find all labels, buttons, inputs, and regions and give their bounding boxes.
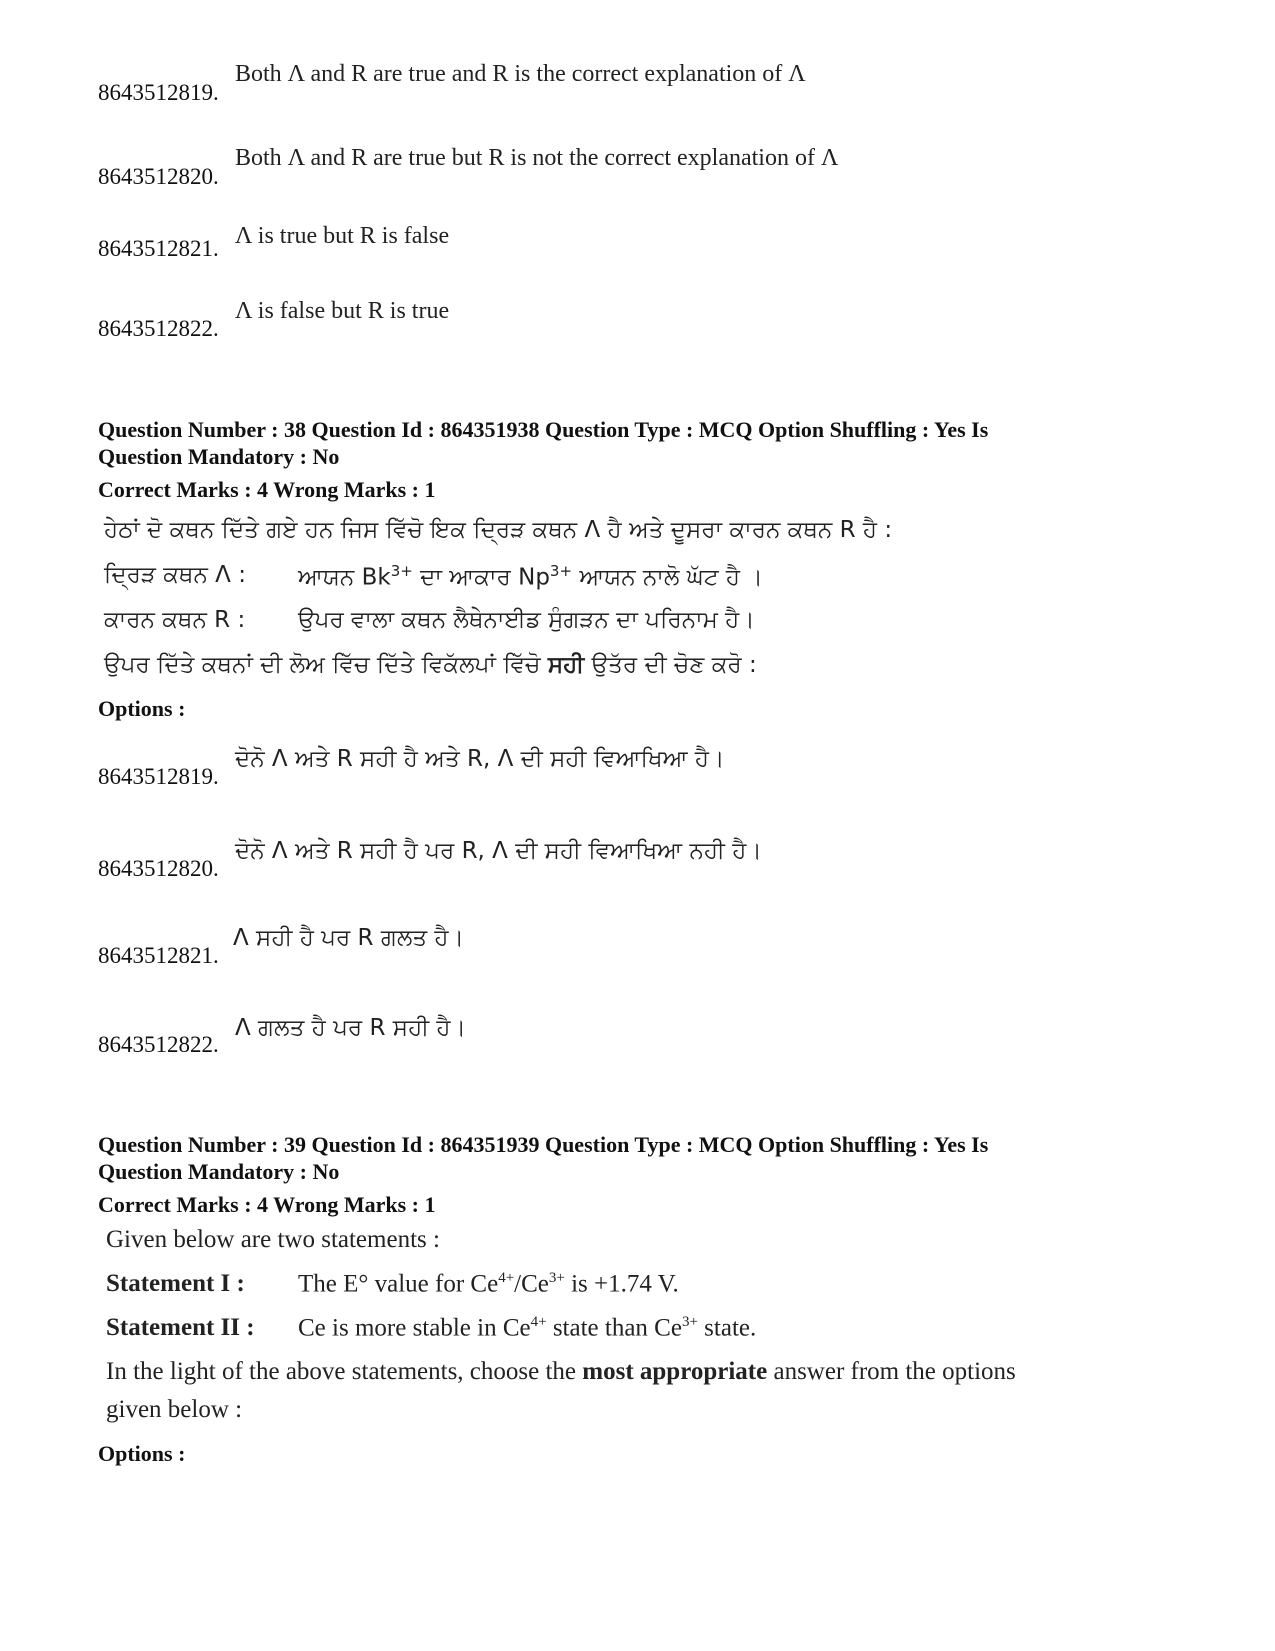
option-id: 8643512819. — [98, 80, 219, 105]
options-label: Options : — [98, 1441, 186, 1466]
option-text: Λ ਗਲਤ ਹੈ ਪਰ R ਸਹੀ ਹੈ। — [235, 1015, 467, 1041]
option-text: Both Λ and R are true and R is the correct explanation of Λ — [235, 61, 806, 87]
question-header: Question Mandatory : No — [98, 444, 340, 469]
option-id: 8643512822. — [98, 316, 219, 341]
option-id: 8643512821. — [98, 943, 219, 968]
option-text: Λ is false but R is true — [235, 298, 450, 324]
statement-1-text: The E° value for $Ce^{4+}/Ce^{3+}$ is +1.74 V. — [298, 1270, 679, 1298]
statement-2-label: Statement II : — [106, 1314, 255, 1341]
question-instruction: ਉਪਰ ਦਿੱਤੇ ਕਥਨਾਂ ਦੀ ਲੋਅ ਵਿੱਚ ਦਿੱਤੇ ਵਿਕੱਲਪਾਂ ਵਿੱਚੋ ਸਹੀ ਉਤੱਰ ਦੀ ਚੋਣ ਕਰੋ : — [104, 652, 757, 678]
question-intro: ਹੇਠਾਂ ਦੋ ਕਥਨ ਦਿੱਤੇ ਗਏ ਹਨ ਜਿਸ ਵਿੱਚੋ ਇਕ ਦ੍ਰਿੜ ਕਥਨ Λ ਹੈ ਅਤੇ ਦੂਸਰਾ ਕਾਰਨ ਕਥਨ R ਹੈ : — [104, 517, 893, 543]
reason-text: ਉਪਰ ਵਾਲਾ ਕਥਨ ਲੈਥੇਨਾਈਡ ਸੁੰਗੜਨ ਦਾ ਪਰਿਨਾਮ ਹੈ। — [298, 607, 755, 633]
question-header: Question Number : 38 Question Id : 864351938 Question Type : MCQ Option Shuffling : Yes Is — [98, 417, 989, 442]
question-marks: Correct Marks : 4 Wrong Marks : 1 — [98, 1192, 436, 1217]
option-text: Λ is true but R is false — [235, 223, 450, 249]
assertion-label: ਦ੍ਰਿੜ ਕਥਨ Λ : — [104, 562, 246, 588]
reason-label: ਕਾਰਨ ਕਥਨ R : — [104, 607, 246, 633]
question-header: Question Number : 39 Question Id : 864351939 Question Type : MCQ Option Shuffling : Yes Is — [98, 1132, 989, 1157]
option-id: 8643512820. — [98, 164, 219, 189]
option-text: Λ ਸਹੀ ਹੈ ਪਰ R ਗਲਤ ਹੈ। — [233, 925, 465, 951]
option-text: Both Λ and R are true but R is not the correct explanation of Λ — [235, 145, 839, 171]
options-label: Options : — [98, 696, 186, 721]
question-marks: Correct Marks : 4 Wrong Marks : 1 — [98, 477, 436, 502]
question-intro: Given below are two statements : — [106, 1226, 440, 1253]
option-id: 8643512821. — [98, 236, 219, 261]
option-text: ਦੋਨੋ Λ ਅਤੇ R ਸਹੀ ਹੈ ਅਤੇ R, Λ ਦੀ ਸਹੀ ਵਿਆਖਿਆ ਹੈ। — [235, 746, 725, 772]
question-instruction: In the light of the above statements, choose the most appropriate answer from the options — [106, 1358, 1016, 1385]
assertion-text: ਆਯਨ $Bk^{3+}$ ਦਾ ਆਕਾਰ $Np^{3+}$ ਆਯਨ ਨਾਲੋ ਘੱਟ ਹੈ । — [298, 562, 763, 591]
option-id: 8643512819. — [98, 764, 219, 789]
option-id: 8643512822. — [98, 1032, 219, 1057]
question-instruction-cont: given below : — [106, 1396, 243, 1423]
statement-1-label: Statement I : — [106, 1270, 245, 1297]
option-text: ਦੋਨੋ Λ ਅਤੇ R ਸਹੀ ਹੈ ਪਰ R, Λ ਦੀ ਸਹੀ ਵਿਆਖਿਆ ਨਹੀ ਹੈ। — [235, 838, 762, 864]
question-header: Question Mandatory : No — [98, 1159, 340, 1184]
option-id: 8643512820. — [98, 856, 219, 881]
statement-2-text: Ce is more stable in $Ce^{4+}$ state than $Ce^{3+}$ state. — [298, 1314, 757, 1342]
